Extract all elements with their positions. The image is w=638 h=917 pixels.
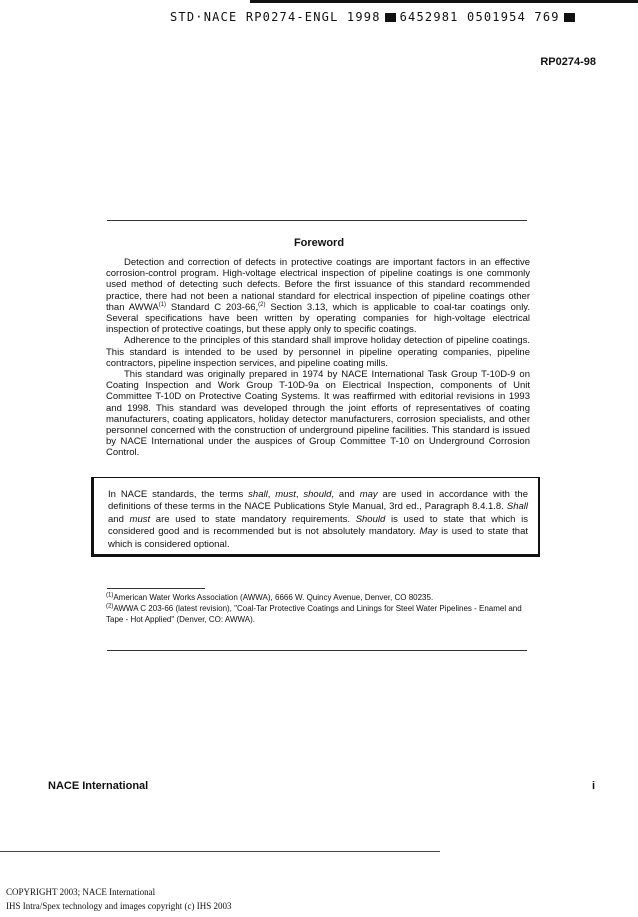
copyright-notice bbox=[6, 885, 231, 913]
copyright-line: IHS Intra/Spex technology and images copyright (c) IHS 2003 bbox=[6, 901, 232, 911]
foreword-paragraph: This standard was originally prepared in 1974 by NACE International Task Group T-10D-9 on Coating Inspection and Work Group T-10D-9a on Electrical Inspection, components of Unit Committee T-10D on Protective Coating Systems. It was reaffirmed with editorial revisions in 1993 and 1998. This standard was developed through the joint efforts of representatives of coating manufacturers, coating applicators, holiday detector manufacturers, corrosion specialists, and other personnel concerned with the construction of underground pipeline facilities. This standard is issued by NACE International under the auspices of Group Committee T-10 on Underground Corrosion Control. bbox=[106, 369, 530, 459]
top-rule bbox=[250, 0, 638, 3]
page-number: i bbox=[592, 780, 596, 792]
document-stamp bbox=[170, 10, 579, 24]
footnote: $^{(2)}$AWWA C 203-66 (latest revision), "Coal-Tar Protective Coatings and Linings for Steel Water Pipelines - Enamel and Tape - Hot Applied" (Denver, CO: AWWA). bbox=[106, 603, 522, 624]
foreword-body bbox=[106, 257, 530, 459]
foreword-paragraph: Adherence to the principles of this standard shall improve holiday detection of pipeline coatings. This standard is intended to be used by personnel in pipeline operating companies, pipeline contractors, pipeline inspection services, and pipeline coating mills. bbox=[106, 335, 530, 369]
terminology-note-box bbox=[91, 477, 540, 557]
bottom-rule bbox=[0, 851, 440, 852]
document-id: RP0274-98 bbox=[540, 56, 596, 68]
footnotes bbox=[106, 592, 540, 625]
copyright-line: COPYRIGHT 2003; NACE International bbox=[6, 887, 156, 897]
footnote-rule bbox=[107, 588, 205, 589]
stamp-block bbox=[564, 13, 575, 22]
foreword-paragraph: Detection and correction of defects in protective coatings are important factors in an effective corrosion-control program. High-voltage electrical inspection of pipeline coatings is one commonly used method of detecting such defects. Before the first issuance of this standard recommended practice, there had not been a national standard for electrical inspection of pipeline coatings other than AWWA$^{(1)}$ Standard C 203-66,$^{(2)}$ Section 3.13, which is applicable to coal-tar coatings only. Several specifications have been written by operating companies for high-voltage electrical inspection of protective coatings, but these apply only to specific coatings. bbox=[106, 257, 530, 336]
stamp-block bbox=[385, 13, 396, 22]
stamp-code-left: STD·NACE RP0274-ENGL 1998 bbox=[170, 10, 381, 24]
divider bbox=[107, 650, 527, 651]
footnote: $^{(1)}$American Water Works Association (AWWA), 6666 W. Quincy Avenue, Denver, CO 80235. bbox=[106, 592, 434, 602]
publisher-name: NACE International bbox=[48, 780, 149, 792]
divider bbox=[107, 220, 527, 221]
stamp-code-mid: 6452981 0501954 769 bbox=[399, 10, 560, 24]
terminology-note: In NACE standards, the terms shall, must, should, and may are used in accordance with the definitions of these terms in the NACE Publications Style Manual, 3rd ed., Paragraph 8.4.1.8. Shall and must are used to state mandatory requirements. Should is used to state that which is considered good and is recommended but is not absolutely mandatory. May is used to state that which is considered optional. bbox=[108, 489, 528, 550]
foreword-title: Foreword bbox=[293, 237, 345, 249]
